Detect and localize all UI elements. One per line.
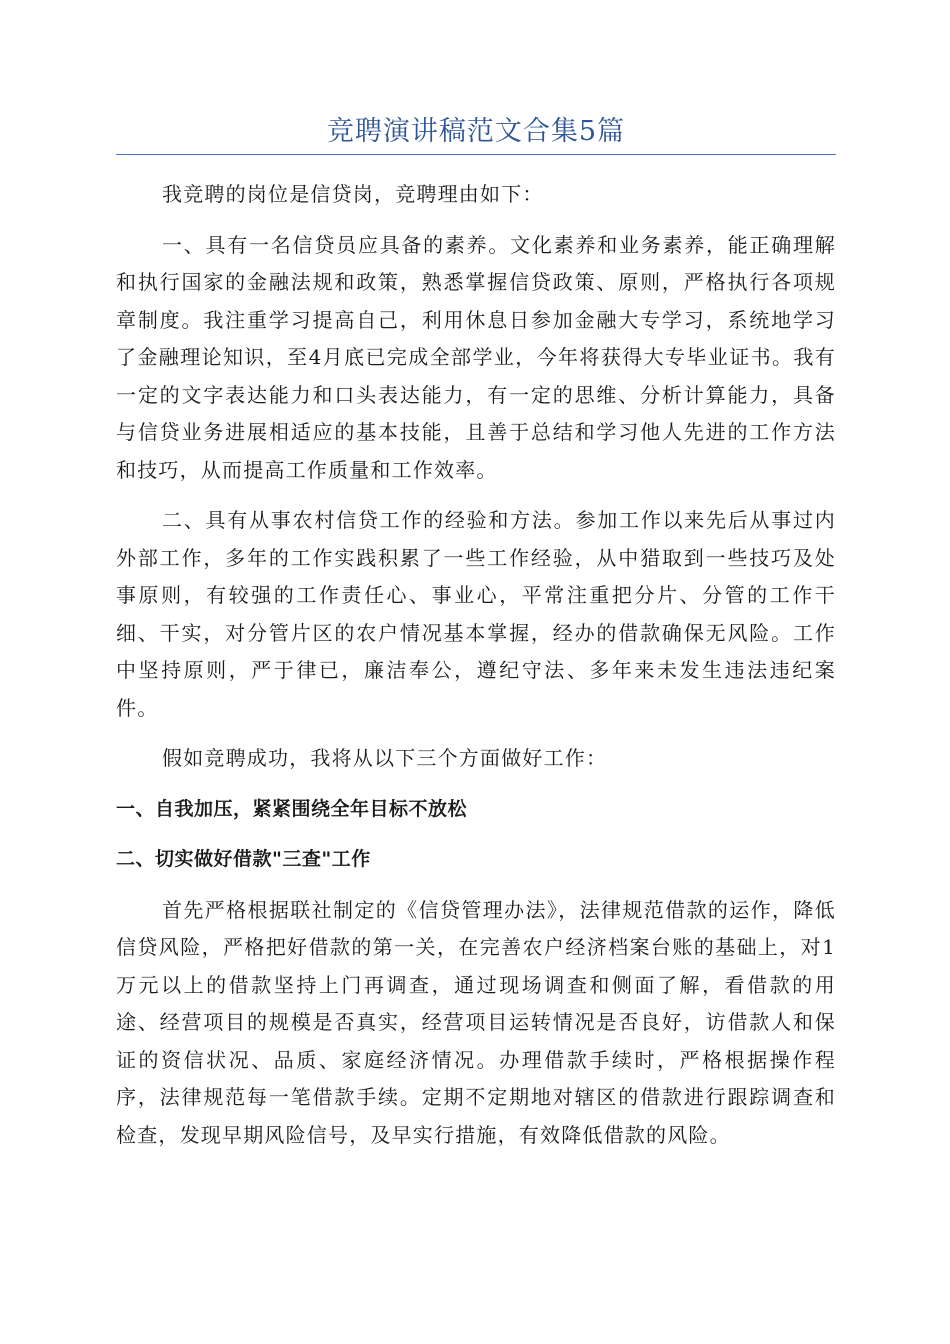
paragraph-plan-intro: 假如竞聘成功，我将从以下三个方面做好工作： <box>162 746 608 770</box>
paragraph-three-checks: 首先严格根据联社制定的《信贷管理办法》，法律规范借款的运作，降低信贷风险，严格把好借款的第一关，在完善农户经济档案台账的基础上，对1万元以上的借款坚持上门再调查，通过现场调查和侧面了解，看借款的用途、经营项目的规模是否真实，经营项目运转情况是否良好，访借款人和保证的资信状况、品质、家庭经济情况。办理借款手续时，严格根据操作程序，法律规范每一笔借款手续。定期不定期地对辖区的借款进行跟踪调查和检查，发现早期风险信号，及早实行措施，有效降低借款的风险。 <box>116 897 836 1147</box>
document-page <box>116 0 836 1344</box>
document-body <box>116 176 836 1167</box>
section-heading-2: 二、切实做好借款"三查"工作 <box>116 848 371 870</box>
paragraph-qualification-2: 二、具有从事农村信贷工作的经验和方法。参加工作以来先后从事过内外部工作，多年的工作实践积累了一些工作经验，从中猎取到一些技巧及处事原则，有较强的工作责任心、事业心，平常注重把分片、分管的工作干细、干实，对分管片区的农户情况基本掌握，经办的借款确保无风险。工作中坚持原则，严于律已，廉洁奉公，遵纪守法、多年来未发生违法违纪案件。 <box>116 508 836 720</box>
title-underline <box>116 154 836 155</box>
paragraph-qualification-1: 一、具有一名信贷员应具备的素养。文化素养和业务素养，能正确理解和执行国家的金融法规和政策，熟悉掌握信贷政策、原则，严格执行各项规章制度。我注重学习提高自己，利用休息日参加金融大专学习，系统地学习了金融理论知识，至4月底已完成全部学业，今年将获得大专毕业证书。我有一定的文字表达能力和口头表达能力，有一定的思维、分析计算能力，具备与信贷业务进展相适应的基本技能，且善于总结和学习他人先进的工作方法和技巧，从而提高工作质量和工作效率。 <box>116 232 836 482</box>
paragraph-intro: 我竞聘的岗位是信贷岗，竞聘理由如下： <box>162 182 544 206</box>
document-title: 竞聘演讲稿范文合集5篇 <box>326 116 626 147</box>
section-heading-1: 一、自我加压，紧紧围绕全年目标不放松 <box>116 797 468 820</box>
